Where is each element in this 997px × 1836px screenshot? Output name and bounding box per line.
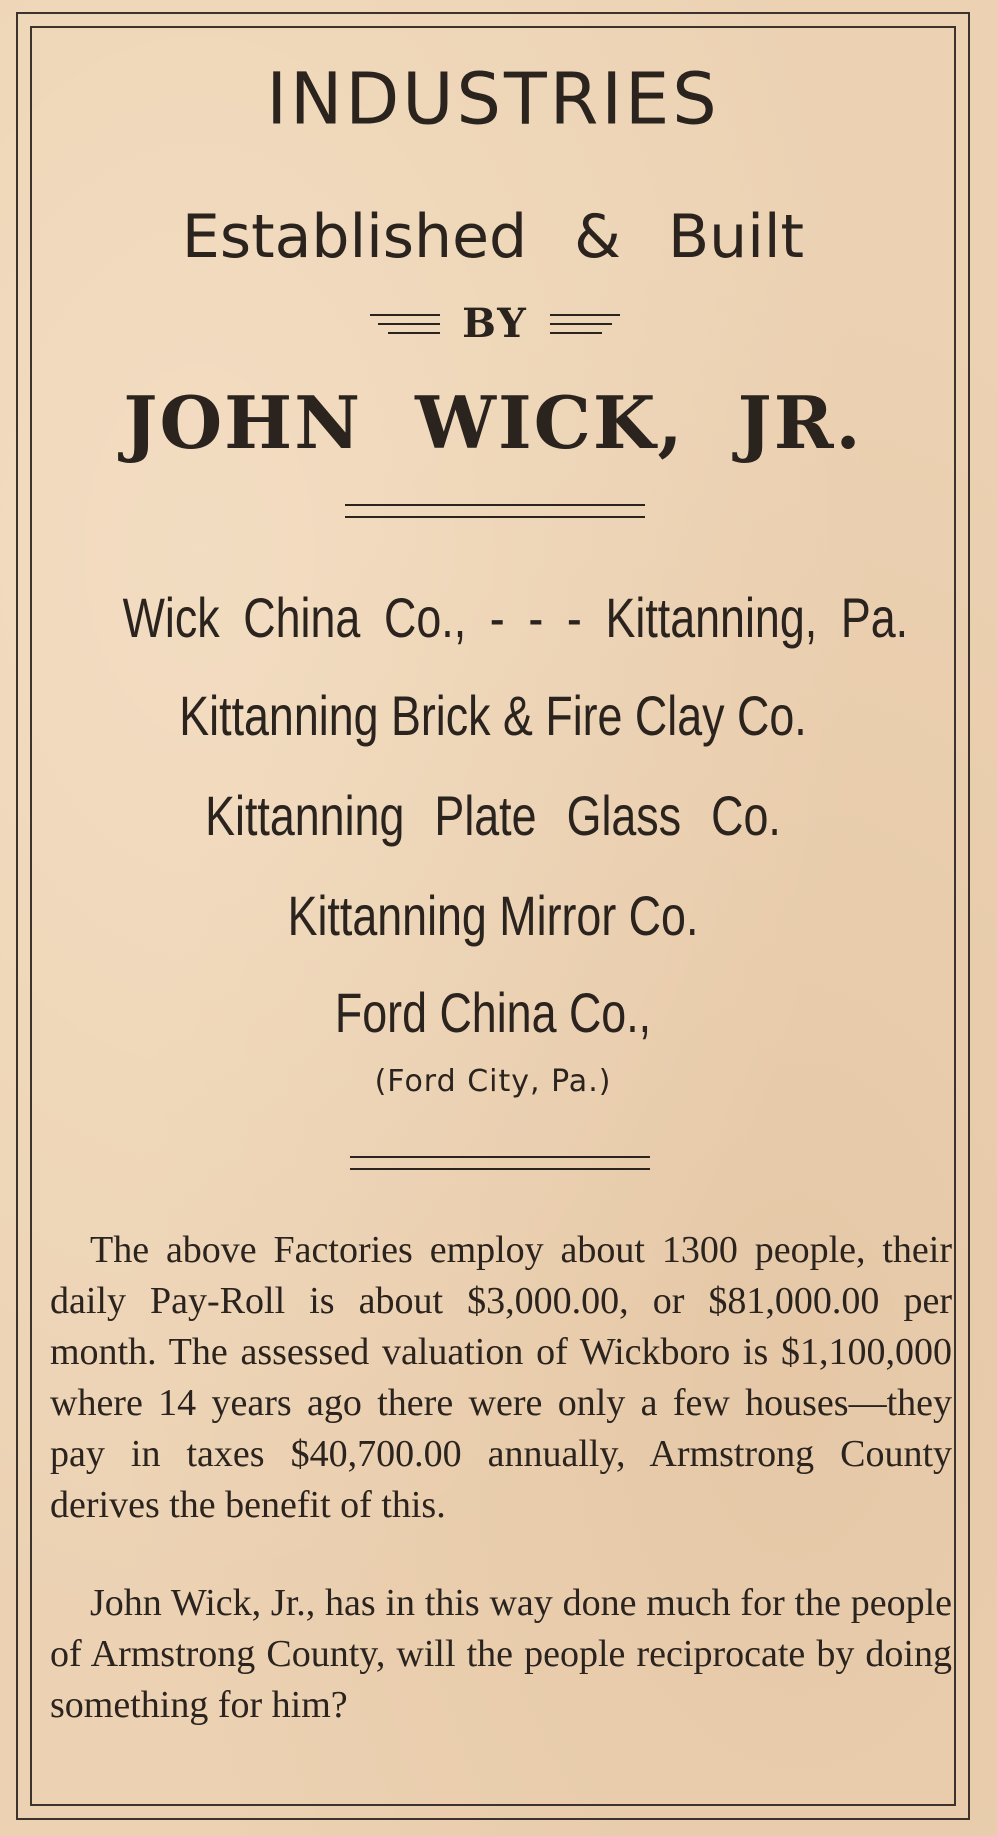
by-label: BY [462,300,528,347]
name-john-wick-jr: JOHN WICK, JR. [123,380,863,465]
divider-rule-top-1 [345,504,645,506]
company-line: Kittanning Brick & Fire Clay Co. [179,684,807,747]
company-line: Kittanning Mirror Co. [287,884,699,947]
by-left-lines [370,314,440,336]
by-right-lines [550,314,620,336]
divider-rule-bottom-2 [350,1168,650,1170]
body-paragraph: John Wick, Jr., has in this way done much for the people of Armstrong County, will the people reciprocate by doing something for him? [50,1582,952,1726]
divider-rule-bottom-1 [350,1156,650,1158]
ford-city-note: (Ford City, Pa.) [374,1064,612,1099]
by-ornament [370,300,620,350]
subtitle-established-built: Established & Built [181,202,805,272]
company-line: Kittanning Plate Glass Co. [205,784,781,847]
company-line: Ford China Co., [334,981,652,1044]
body-paragraph: The above Factories employ about 1300 people, their daily Pay-Roll is about $3,000.00, or $81,000.00 per month. The assessed valuation of Wickboro is $1,100,000 where 14 years ago there were only a few houses—they pay in taxes $40,700.00 annually, Armstrong County derives the benefit of this. [50,1229,952,1526]
title-industries: INDUSTRIES [266,57,720,141]
divider-rule-top-2 [345,516,645,518]
company-line: Wick China Co., - - - Kittanning, Pa. [122,586,909,649]
